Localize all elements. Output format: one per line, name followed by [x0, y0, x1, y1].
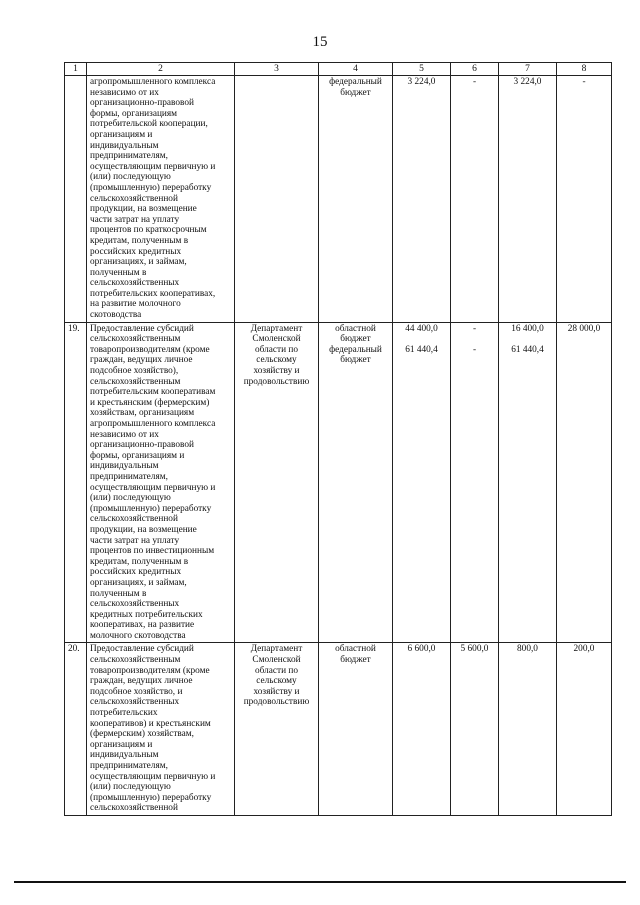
measure-description-line: индивидуальным	[90, 140, 159, 151]
measure-description-line: организациях, и займам,	[90, 257, 187, 268]
measure-description-line: продукции, на возмещение	[90, 204, 197, 215]
measure-description-line: подсобное хозяйство, и	[90, 686, 183, 697]
funding-source-line: федеральный	[329, 77, 382, 87]
amount-total	[393, 76, 451, 323]
column-header: 1	[65, 63, 87, 76]
measure-description-line: агропромышленного комплекса	[90, 419, 216, 429]
row-number: 19.	[65, 322, 87, 643]
executor-line: Департамент	[250, 644, 303, 655]
measure-description-line: продукции, на возмещение	[90, 524, 197, 535]
budget-table	[64, 62, 612, 816]
executor-line: Смоленской	[252, 334, 301, 345]
measure-description-line: полученным в	[90, 267, 147, 278]
amount-total-line: 3 224,0	[407, 77, 436, 87]
measure-description-line: независимо от их	[90, 87, 159, 98]
amount-col7-line: 3 224,0	[513, 77, 542, 87]
amount-total-line: 61 440,4	[405, 344, 438, 355]
measure-description-line: кооперативов) и крестьянским	[90, 718, 211, 729]
table-body	[65, 76, 612, 816]
measure-description-line: потребительских	[90, 708, 158, 719]
measure-description-line: (или) последующую	[90, 493, 171, 504]
executor-line: хозяйству и	[253, 686, 300, 697]
funding-source-line: областной	[335, 323, 376, 334]
amount-col8	[557, 76, 612, 323]
column-header: 5	[393, 63, 451, 76]
table-row	[65, 76, 612, 323]
measure-description-line: потребительским кооперативам	[90, 387, 216, 398]
column-header: 8	[557, 63, 612, 76]
amount-col8-line: 28 000,0	[567, 323, 601, 334]
measure-description-line: (или) последующую	[90, 172, 171, 183]
measure-description-line: сельскохозяйственной	[90, 514, 178, 525]
measure-description-line: части затрат на уплату	[90, 535, 180, 546]
executor-line: области по	[254, 665, 299, 676]
amount-total-line: 6 600,0	[407, 644, 436, 655]
column-header: 3	[235, 63, 319, 76]
measure-description-line: предпринимателям,	[90, 151, 168, 162]
table-row	[65, 322, 612, 643]
measure-description-line: (промышленную) переработку	[90, 182, 212, 193]
measure-description-line: российских кредитных	[90, 246, 182, 257]
measure-description-line: сельскохозяйственным	[90, 655, 181, 666]
measure-description-line: подсобное хозяйство),	[90, 366, 179, 377]
measure-description-line: скотоводства	[90, 310, 142, 321]
measure-description-line: товаропроизводителям (кроме	[90, 665, 210, 676]
measure-description-line: агропромышленного комплекса	[90, 77, 216, 87]
amount-col7-line: 61 440,4	[511, 344, 544, 355]
measure-description-line: полученным в	[90, 588, 147, 599]
funding-source	[319, 643, 393, 816]
measure-description-line: независимо от их	[90, 429, 159, 440]
executor-line: области по	[254, 344, 299, 355]
page-number: 15	[312, 34, 328, 50]
column-header: 4	[319, 63, 393, 76]
measure-description-line: сельскохозяйственных	[90, 697, 180, 708]
measure-description-line: (фермерским) хозяйствам,	[90, 729, 194, 740]
column-header: 7	[499, 63, 557, 76]
executor-line: хозяйству и	[253, 366, 300, 377]
funding-source-line: бюджет	[340, 655, 371, 666]
executor-line: Смоленской	[252, 655, 301, 666]
measure-description-line: формы, организациям и	[90, 450, 185, 461]
amount-col8-line: -	[582, 77, 586, 87]
measure-description-line: кредитных потребительских	[90, 609, 203, 620]
measure-description	[87, 76, 235, 323]
measure-description-line: на развитие молочного	[90, 299, 181, 310]
executor	[235, 643, 319, 816]
measure-description-line: Предоставление субсидий	[90, 323, 194, 334]
measure-description-line: формы, организациям	[90, 108, 178, 119]
measure-description-line: процентов по краткосрочным	[90, 225, 207, 236]
measure-description-line: индивидуальным	[90, 461, 159, 472]
amount-col6-line: 5 600,0	[460, 644, 489, 655]
footer-rule	[14, 881, 626, 883]
amount-col6	[451, 76, 499, 323]
measure-description-line: кредитам, полученным в	[90, 235, 189, 246]
funding-source	[319, 322, 393, 643]
measure-description-line: организационно-правовой	[90, 98, 194, 109]
funding-source-line: бюджет	[340, 87, 371, 98]
measure-description-line: граждан, ведущих личное	[90, 676, 193, 687]
executor	[235, 322, 319, 643]
measure-description-line: части затрат на уплату	[90, 214, 180, 225]
measure-description-line: сельскохозяйственным	[90, 334, 181, 345]
amount-col6-line: -	[472, 77, 477, 87]
measure-description-line: предпринимателям,	[90, 471, 168, 482]
measure-description-line: и крестьянским (фермерским)	[90, 397, 210, 408]
measure-description	[87, 322, 235, 643]
measure-description-line: кредитам, полученным в	[90, 556, 189, 567]
executor-line: продовольствию	[243, 697, 310, 708]
amount-col6	[451, 322, 499, 643]
funding-source	[319, 76, 393, 323]
measure-description-line: хозяйствам, организациям	[90, 408, 195, 419]
measure-description-line: граждан, ведущих личное	[90, 355, 193, 366]
row-number	[65, 76, 87, 323]
measure-description-line: молочного скотоводства	[90, 630, 186, 641]
amount-col8	[557, 643, 612, 816]
funding-source-line: бюджет	[340, 334, 371, 345]
measure-description-line: сельскохозяйственных	[90, 599, 180, 610]
row-number: 20.	[65, 643, 87, 816]
measure-description	[87, 643, 235, 816]
measure-description-line: индивидуальным	[90, 750, 159, 761]
amount-col7	[499, 643, 557, 816]
measure-description-line: организациях, и займам,	[90, 577, 187, 588]
measure-description-line: организационно-правовой	[90, 440, 194, 451]
measure-description-line: товаропроизводителям (кроме	[90, 344, 210, 355]
measure-description-line: (промышленную) переработку	[90, 503, 212, 514]
measure-description-line: организациям и	[90, 739, 153, 750]
amount-col7	[499, 76, 557, 323]
measure-description-line: осуществляющим первичную и	[90, 482, 216, 493]
amount-col6	[451, 643, 499, 816]
amount-col7-line: 16 400,0	[511, 323, 544, 334]
executor-line: сельскому	[256, 676, 297, 687]
measure-description-line: (или) последующую	[90, 782, 171, 793]
measure-description-line: Предоставление субсидий	[90, 644, 194, 655]
executor-line: Департамент	[250, 323, 303, 334]
funding-source-line: бюджет	[340, 355, 371, 366]
amount-col7-line	[502, 334, 553, 345]
column-header: 6	[451, 63, 499, 76]
executor-line: продовольствию	[243, 376, 310, 387]
executor-line: сельскому	[256, 355, 297, 366]
amount-col8-line	[560, 345, 608, 356]
measure-description-line: организациям и	[90, 129, 153, 140]
amount-col7-line: 800,0	[517, 644, 538, 655]
measure-description-line: сельскохозяйственным	[90, 376, 181, 387]
measure-description-line: предпринимателям,	[90, 761, 168, 771]
measure-description-line: осуществляющим первичную и	[90, 771, 216, 782]
amount-col8-line: 200,0	[573, 644, 595, 655]
amount-col6-line: -	[472, 344, 477, 355]
funding-source-line: областной	[335, 644, 376, 655]
measure-description-line: кооперативах, на развитие	[90, 620, 195, 631]
amount-col6-line	[454, 334, 495, 345]
measure-description-line: сельскохозяйственной	[90, 193, 178, 204]
measure-description-line: сельскохозяйственной	[90, 803, 178, 814]
table-row	[65, 643, 612, 816]
amount-total	[393, 322, 451, 643]
measure-description-line: процентов по инвестиционным	[90, 546, 215, 557]
amount-col8-line	[560, 334, 608, 345]
amount-total-line: 44 400,0	[405, 323, 438, 334]
executor	[235, 76, 319, 323]
measure-description-line: потребительской кооперации,	[90, 119, 208, 130]
measure-description-line: осуществляющим первичную и	[90, 161, 216, 172]
measure-description-line: потребительских кооперативах,	[90, 288, 216, 299]
measure-description-line: российских кредитных	[90, 567, 182, 578]
header-row	[65, 63, 612, 76]
amount-total	[393, 643, 451, 816]
funding-source-line: федеральный	[329, 344, 382, 355]
measure-description-line: сельскохозяйственных	[90, 278, 180, 289]
amount-col8	[557, 322, 612, 643]
amount-col6-line: -	[472, 323, 477, 334]
measure-description-line: (промышленную) переработку	[90, 792, 212, 803]
amount-total-line	[396, 334, 447, 345]
amount-col7	[499, 322, 557, 643]
column-header: 2	[87, 63, 235, 76]
